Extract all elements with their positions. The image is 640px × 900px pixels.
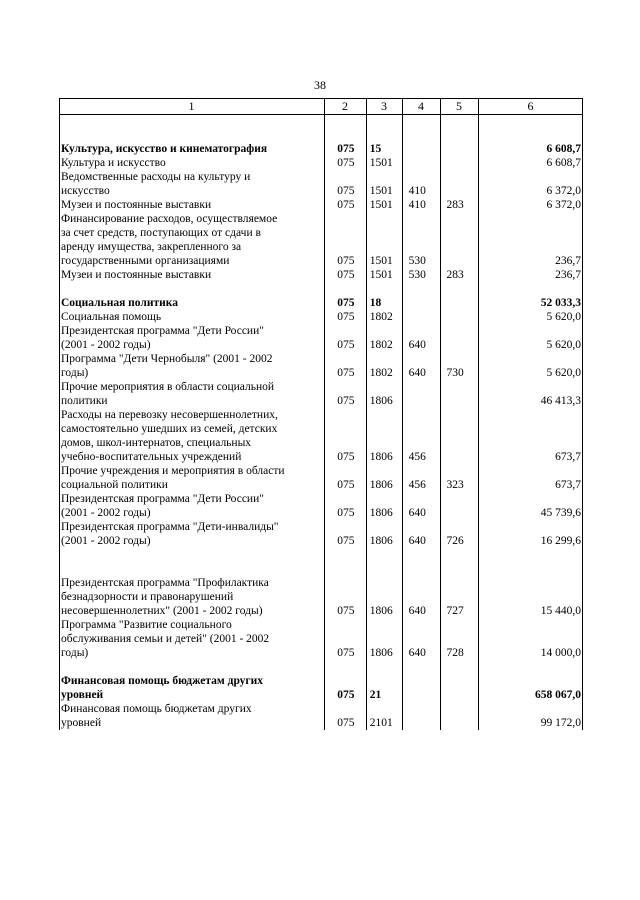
row-target-cell: 456 [408, 451, 426, 463]
row-name-cell: Программа "Развитие социального обслуживания семьи и детей" (2001 - 2002 годы) [61, 619, 270, 659]
row-amount-cell: 5 620,0 [546, 339, 581, 351]
row-section-cell: 1501 [369, 157, 393, 169]
row-name-cell: Финансовая помощь бюджетам других уровней [61, 703, 252, 729]
row-type-cell: 283 [446, 199, 464, 211]
table-row [59, 492, 583, 520]
column-divider-0 [59, 98, 60, 730]
table-row [59, 156, 583, 170]
row-amount-cell: 99 172,0 [540, 717, 581, 729]
row-name-cell: Расходы на перевозку несовершеннолетних, самостоятельно ушедших из семей, детских домов, школ-интернатов, специальных учебно-воспитательных учреждений [61, 409, 278, 463]
row-type-cell: 726 [446, 535, 464, 547]
table-row [59, 674, 583, 702]
row-name-cell: Прочие учреждения и мероприятия в области социальной политики [61, 465, 285, 491]
row-code-cell: 075 [337, 479, 355, 491]
row-section-cell: 1806 [369, 507, 393, 519]
row-name-cell: Ведомственные расходы на культуру и искусство [61, 171, 251, 197]
row-code-cell: 075 [337, 451, 355, 463]
row-target-cell: 410 [408, 185, 426, 197]
row-amount-cell: 14 000,0 [540, 647, 581, 659]
table-body [59, 114, 583, 730]
row-name-cell: Социальная помощь [61, 311, 162, 323]
row-amount-cell: 673,7 [555, 479, 581, 491]
row-name-cell: Музеи и постоянные выставки [61, 269, 212, 281]
row-code-cell: 075 [337, 689, 355, 701]
row-amount-cell: 5 620,0 [546, 311, 581, 323]
row-type-cell: 730 [446, 367, 464, 379]
row-code-cell: 075 [337, 339, 355, 351]
table-row [59, 464, 583, 492]
row-code-cell: 075 [337, 255, 355, 267]
row-type-cell: 323 [446, 479, 464, 491]
row-section-cell: 1806 [369, 605, 393, 617]
row-section-cell: 1806 [369, 535, 393, 547]
header-col-5: 5 [456, 99, 462, 113]
row-target-cell: 530 [408, 269, 426, 281]
column-divider-3 [402, 98, 403, 730]
row-section-cell: 1501 [369, 255, 393, 267]
header-col-4: 4 [418, 99, 424, 113]
row-amount-cell: 6 372,0 [546, 185, 581, 197]
row-section-cell: 1802 [369, 311, 393, 323]
row-section-cell: 18 [369, 297, 382, 309]
spacer-row [59, 282, 583, 296]
row-amount-cell: 52 033,3 [540, 297, 581, 309]
row-amount-cell: 15 440,0 [540, 605, 581, 617]
table-grid [59, 98, 583, 730]
spacer-row [59, 128, 583, 142]
row-name-cell: Прочие мероприятия в области социальной политики [61, 381, 275, 407]
row-target-cell: 640 [408, 507, 426, 519]
row-section-cell: 1806 [369, 451, 393, 463]
row-name-cell: Культура, искусство и кинематография [61, 143, 268, 155]
table-row [59, 198, 583, 212]
row-code-cell: 075 [337, 199, 355, 211]
row-name-cell: Президентская программа "Профилактика безнадзорности и правонарушений несовершеннолетних" (2001 - 2002 годы) [61, 577, 269, 617]
table-row [59, 212, 583, 268]
row-section-cell: 1501 [369, 199, 393, 211]
spacer-row [59, 548, 583, 562]
row-name-cell: Президентская программа "Дети-инвалиды" (2001 - 2002 годы) [61, 521, 279, 547]
table-row [59, 296, 583, 310]
row-code-cell: 075 [337, 717, 355, 729]
row-type-cell: 727 [446, 605, 464, 617]
table-row [59, 310, 583, 324]
row-amount-cell: 45 739,6 [540, 507, 581, 519]
spacer-row [59, 114, 583, 128]
row-amount-cell: 46 413,3 [540, 395, 581, 407]
row-name-cell: Музеи и постоянные выставки [61, 199, 212, 211]
header-col-2: 2 [342, 99, 348, 113]
row-code-cell: 075 [337, 647, 355, 659]
row-code-cell: 075 [337, 395, 355, 407]
row-code-cell: 075 [337, 507, 355, 519]
row-section-cell: 2101 [369, 717, 393, 729]
table-row [59, 352, 583, 380]
row-code-cell: 075 [337, 297, 355, 309]
row-amount-cell: 16 299,6 [540, 535, 581, 547]
row-code-cell: 075 [337, 185, 355, 197]
row-type-cell: 728 [446, 647, 464, 659]
row-code-cell: 075 [337, 535, 355, 547]
row-target-cell: 640 [408, 367, 426, 379]
table-row [59, 618, 583, 660]
table-row [59, 268, 583, 282]
header-col-3: 3 [381, 99, 387, 113]
row-target-cell: 640 [408, 535, 426, 547]
row-amount-cell: 5 620,0 [546, 367, 581, 379]
row-target-cell: 640 [408, 605, 426, 617]
row-name-cell: Финансовая помощь бюджетам других уровней [61, 675, 264, 701]
column-divider-4 [440, 98, 441, 730]
row-target-cell: 410 [408, 199, 426, 211]
row-amount-cell: 6 372,0 [546, 199, 581, 211]
row-code-cell: 075 [337, 605, 355, 617]
row-code-cell: 075 [337, 311, 355, 323]
row-name-cell: Социальная политика [61, 297, 178, 309]
row-code-cell: 075 [337, 143, 355, 155]
spacer-row [59, 562, 583, 576]
table-row [59, 520, 583, 548]
row-section-cell: 1501 [369, 185, 393, 197]
row-section-cell: 1806 [369, 647, 393, 659]
row-target-cell: 530 [408, 255, 426, 267]
column-divider-6 [582, 98, 583, 730]
column-divider-1 [324, 98, 325, 730]
row-section-cell: 1806 [369, 479, 393, 491]
row-section-cell: 15 [369, 143, 382, 155]
row-code-cell: 075 [337, 269, 355, 281]
header-col-1: 1 [188, 99, 195, 113]
table-row [59, 170, 583, 198]
row-amount-cell: 6 608,7 [546, 143, 581, 155]
row-target-cell: 456 [408, 479, 426, 491]
table-row [59, 142, 583, 156]
row-name-cell: Президентская программа "Дети России" (2001 - 2002 годы) [61, 493, 264, 519]
row-amount-cell: 236,7 [555, 269, 581, 281]
header-col-6: 6 [527, 99, 534, 113]
table-header-row [59, 98, 583, 114]
row-section-cell: 1802 [369, 367, 393, 379]
row-section-cell: 21 [369, 689, 382, 701]
table-row [59, 380, 583, 408]
row-section-cell: 1806 [369, 395, 393, 407]
row-amount-cell: 673,7 [555, 451, 581, 463]
spacer-row [59, 660, 583, 674]
row-name-cell: Культура и искусство [61, 157, 166, 169]
row-amount-cell: 658 067,0 [535, 689, 581, 701]
budget-table [59, 98, 583, 730]
row-section-cell: 1501 [369, 269, 393, 281]
row-section-cell: 1802 [369, 339, 393, 351]
table-row [59, 408, 583, 464]
page-number: 38 [314, 78, 326, 92]
row-name-cell: Президентская программа "Дети России" (2001 - 2002 годы) [61, 325, 264, 351]
row-code-cell: 075 [337, 157, 355, 169]
row-code-cell: 075 [337, 367, 355, 379]
row-target-cell: 640 [408, 647, 426, 659]
column-divider-5 [478, 98, 479, 730]
row-amount-cell: 236,7 [555, 255, 581, 267]
row-amount-cell: 6 608,7 [546, 157, 581, 169]
row-name-cell: Финансирование расходов, осуществляемое за счет средств, поступающих от сдачи в аренду имущества, закрепленного за государственными организациями [61, 213, 278, 267]
row-name-cell: Программа "Дети Чернобыля" (2001 - 2002 годы) [61, 353, 273, 379]
table-row [59, 576, 583, 618]
row-target-cell: 640 [408, 339, 426, 351]
row-type-cell: 283 [446, 269, 464, 281]
table-row [59, 702, 583, 730]
table-row [59, 324, 583, 352]
column-divider-2 [366, 98, 367, 730]
